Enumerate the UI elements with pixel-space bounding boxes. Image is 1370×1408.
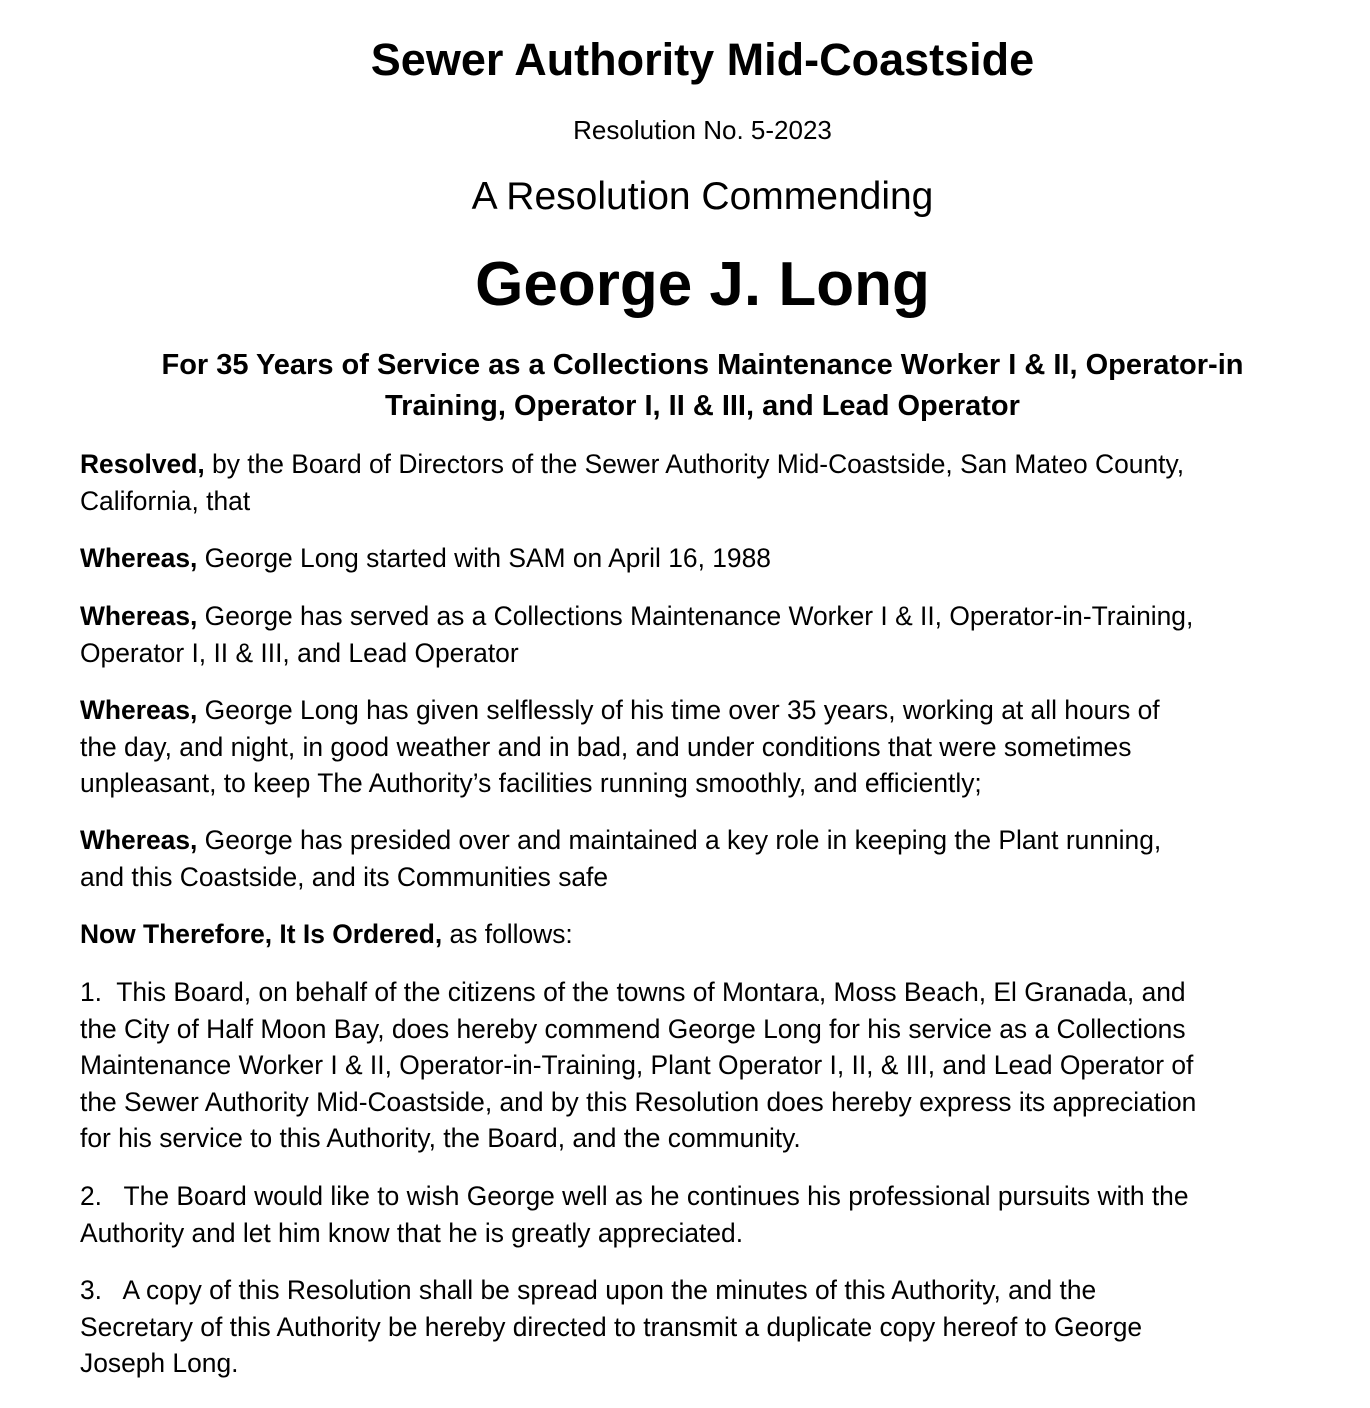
whereas-4-line-1 — [80, 822, 1161, 859]
whereas-1-line-1 — [80, 540, 771, 577]
service-description-line-2: Training, Operator I, II & III, and Lead Operator — [385, 390, 1020, 422]
whereas-paragraph-3 — [80, 692, 1160, 802]
whereas-2-lead: Whereas, — [80, 601, 198, 631]
honoree-name: George J. Long — [475, 250, 930, 319]
ordered-line-1 — [80, 916, 573, 953]
item-1-line-4: the Sewer Authority Mid-Coastside, and by this Resolution does hereby express its appreciation — [80, 1086, 1197, 1117]
whereas-1-text-1: George Long started with SAM on April 16, 1988 — [197, 543, 771, 573]
whereas-4-text-1: George has presided over and maintained a key role in keeping the Plant running, — [197, 825, 1162, 855]
ordered-text-1: as follows: — [442, 919, 573, 949]
service-description-line-1: For 35 Years of Service as a Collections Maintenance Worker I & II, Operator-in — [161, 349, 1244, 381]
whereas-paragraph-1 — [80, 540, 771, 577]
organization-title: Sewer Authority Mid-Coastside — [370, 34, 1035, 85]
item-2-line-2: Authority and let him know that he is greatly appreciated. — [80, 1217, 744, 1248]
item-1-line-3: Maintenance Worker I & II, Operator-in-Training, Plant Operator I, II, & III, and Lead Operator of — [80, 1050, 1194, 1080]
whereas-3-line-1 — [80, 692, 1160, 729]
item-1-line-5: for his service to this Authority, the Board, and the community. — [80, 1123, 801, 1153]
order-item-1 — [80, 974, 1196, 1157]
whereas-2-line-1 — [80, 598, 1193, 635]
whereas-paragraph-2 — [80, 598, 1193, 671]
resolved-text-1: by the Board of Directors of the Sewer Authority Mid-Coastside, San Mateo County, — [204, 449, 1185, 479]
order-item-3 — [80, 1272, 1142, 1382]
whereas-4-lead: Whereas, — [80, 825, 198, 855]
item-3-line-1: 3. A copy of this Resolution shall be spread upon the minutes of this Authority, and the — [80, 1275, 1097, 1305]
whereas-3-text-1: George Long has given selflessly of his time over 35 years, working at all hours of — [197, 695, 1160, 725]
resolved-lead: Resolved, — [80, 449, 205, 479]
whereas-paragraph-4 — [80, 822, 1161, 895]
ordered-paragraph — [80, 916, 573, 953]
whereas-3-line-2: the day, and night, in good weather and in bad, and under conditions that were sometimes — [80, 731, 1132, 762]
whereas-3-line-3: unpleasant, to keep The Authority’s facilities running smoothly, and efficiently; — [80, 768, 982, 798]
whereas-1-lead: Whereas, — [80, 543, 198, 573]
item-3-line-2: Secretary of this Authority be hereby directed to transmit a duplicate copy hereof to George — [80, 1311, 1143, 1342]
resolution-number: Resolution No. 5-2023 — [573, 115, 832, 145]
resolved-line-2: California, that — [80, 485, 251, 516]
whereas-3-lead: Whereas, — [80, 695, 198, 725]
item-1-line-1: 1. This Board, on behalf of the citizens of the towns of Montara, Moss Beach, El Granada, and — [80, 977, 1186, 1007]
item-3-line-3: Joseph Long. — [80, 1348, 239, 1378]
resolution-subtitle: A Resolution Commending — [471, 175, 934, 218]
item-2-line-1: 2. The Board would like to wish George well as he continues his professional pursuits with the — [80, 1181, 1189, 1211]
ordered-lead: Now Therefore, It Is Ordered, — [80, 919, 443, 949]
whereas-2-line-2: Operator I, II & III, and Lead Operator — [80, 637, 519, 668]
whereas-2-text-1: George has served as a Collections Maintenance Worker I & II, Operator-in-Training, — [197, 601, 1194, 631]
item-1-line-2: the City of Half Moon Bay, does hereby commend George Long for his service as a Collections — [80, 1013, 1186, 1044]
whereas-4-line-2: and this Coastside, and its Communities safe — [80, 861, 609, 892]
resolved-line-1 — [80, 446, 1184, 483]
resolved-paragraph — [80, 446, 1184, 519]
order-item-2 — [80, 1178, 1189, 1251]
